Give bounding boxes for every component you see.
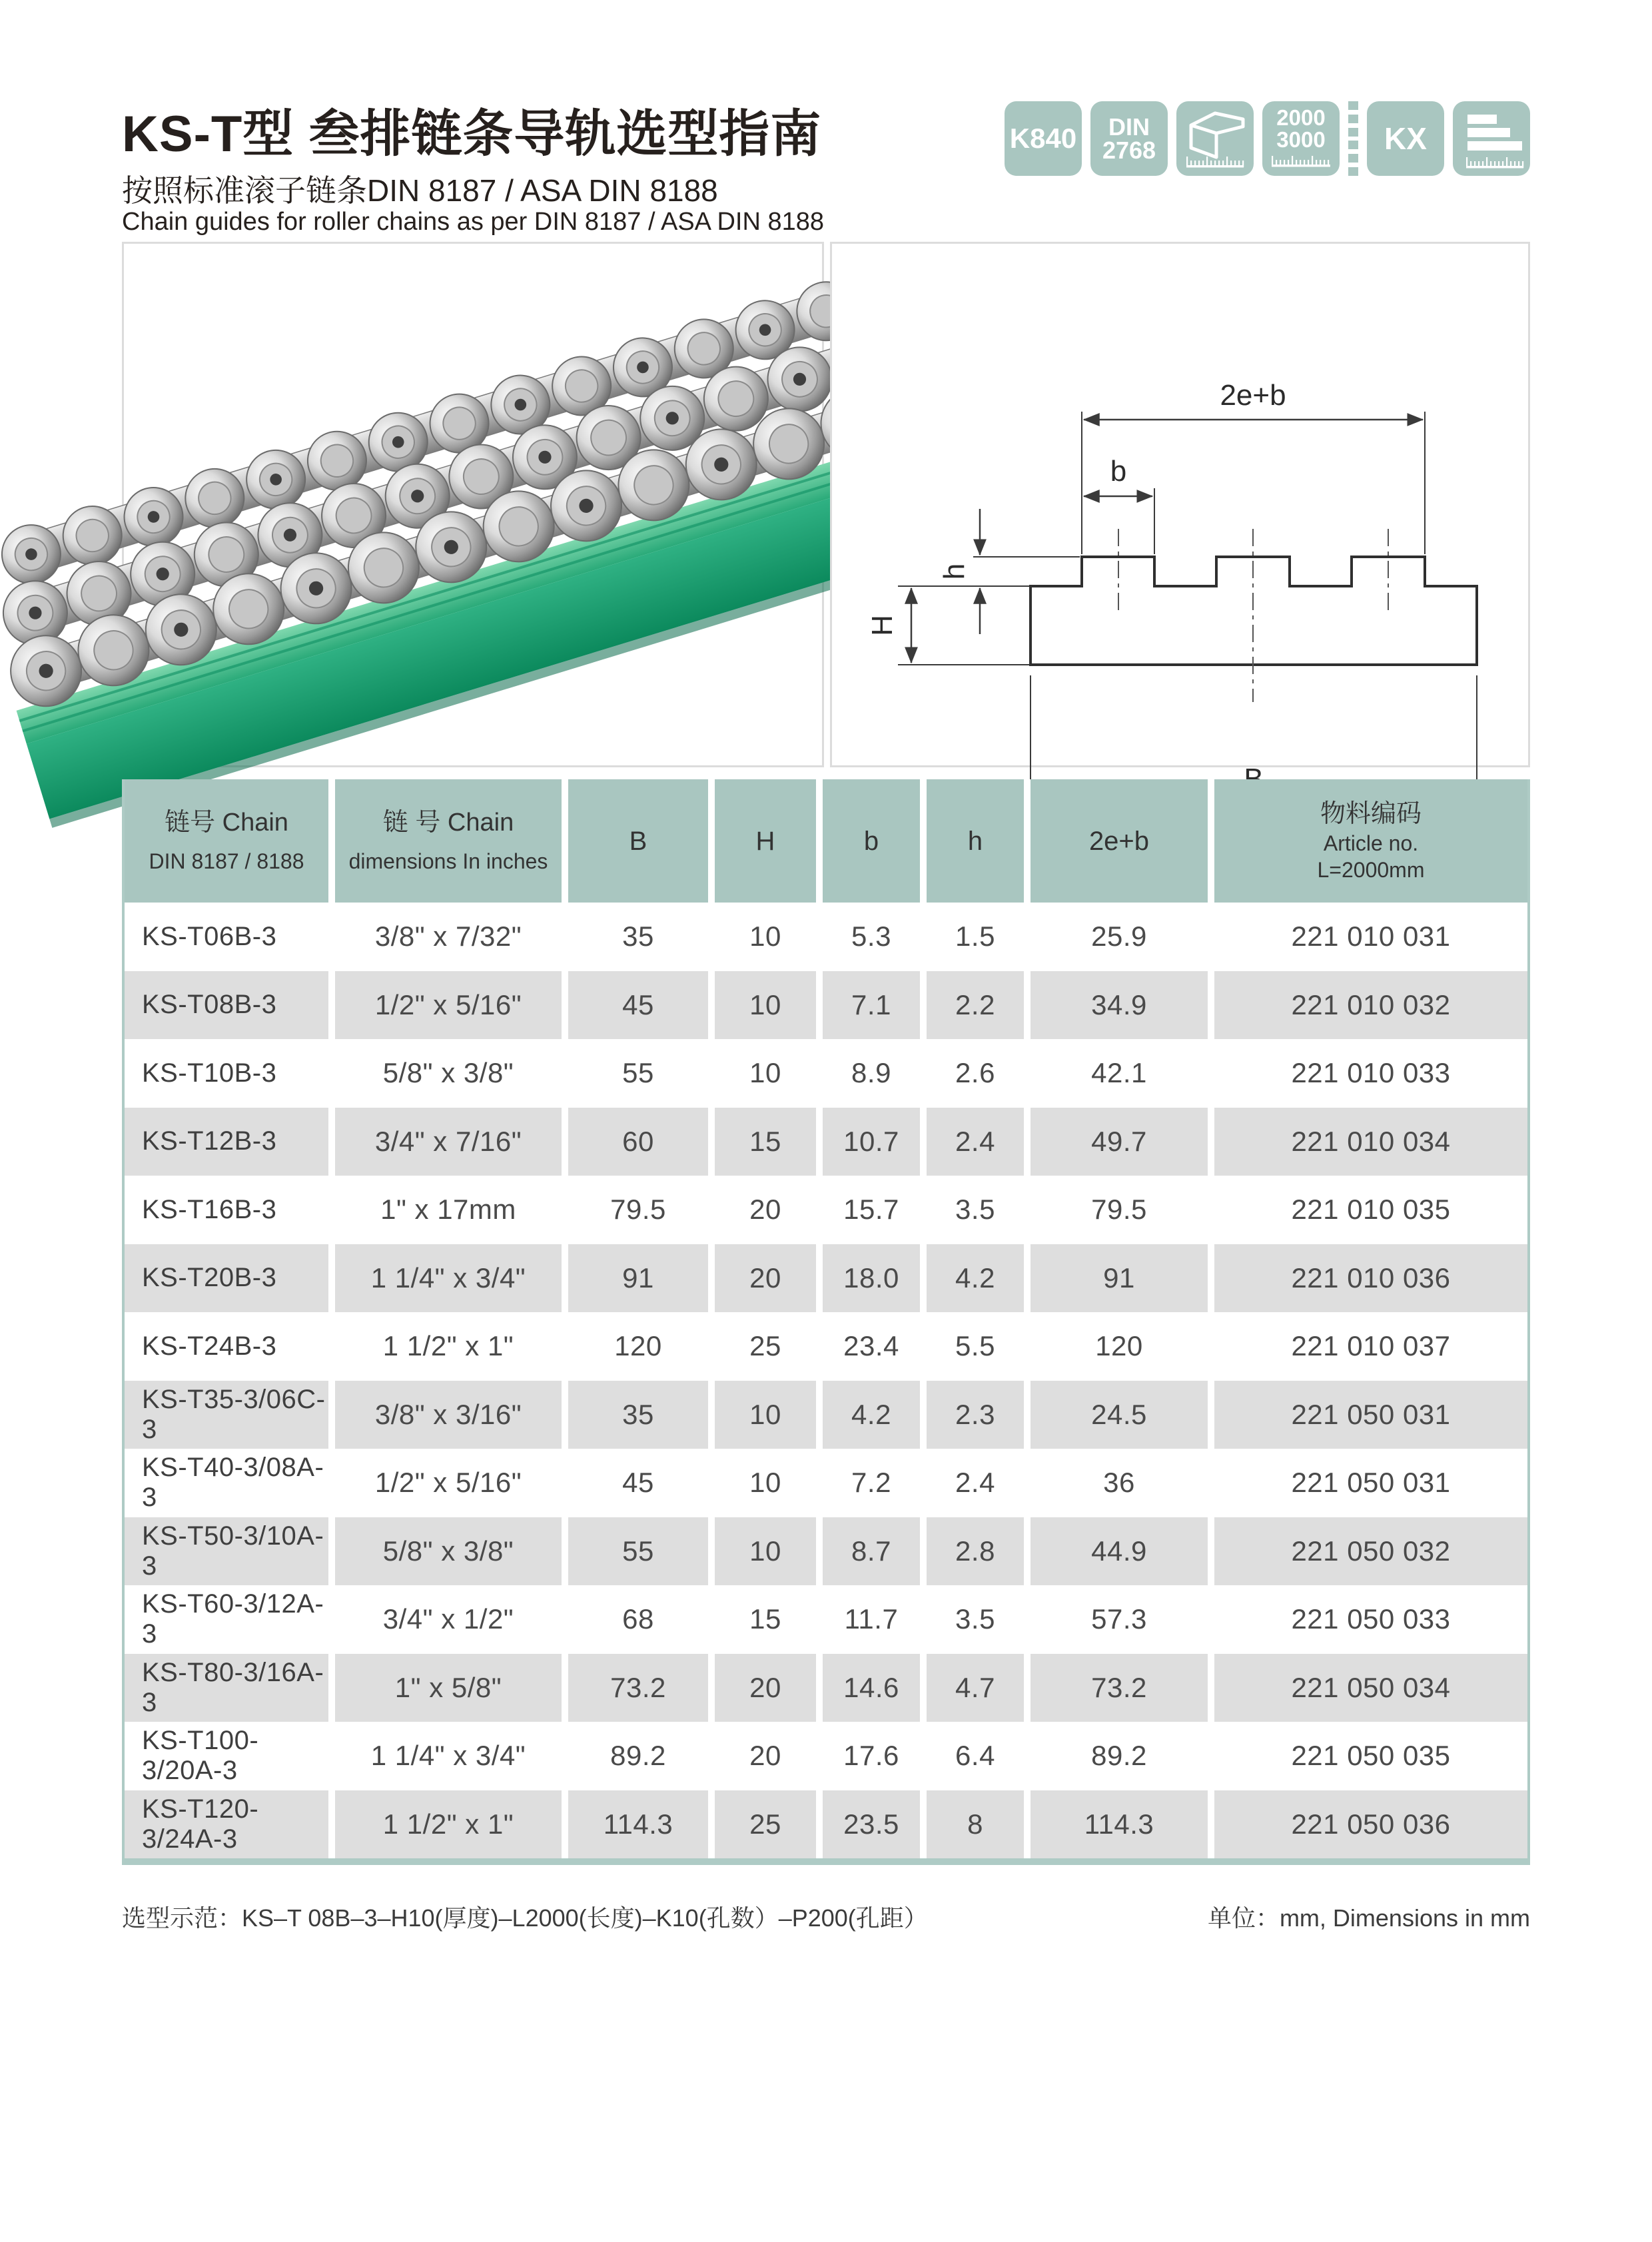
table-row (125, 1039, 1527, 1108)
col-header-h: h (927, 779, 1024, 903)
table-row (125, 1312, 1527, 1381)
value-cell: 1 1/4" x 3/4" (335, 1244, 562, 1313)
value-cell: 14.6 (823, 1654, 920, 1722)
value-cell: 2.4 (927, 1449, 1024, 1517)
chain-no-cell: KS-T80-3/16A-3 (125, 1654, 328, 1722)
value-cell: 120 (568, 1312, 708, 1381)
badge-stacked-bars (1453, 101, 1530, 176)
value-cell: 15.7 (823, 1176, 920, 1244)
value-cell: 42.1 (1031, 1039, 1208, 1108)
value-cell: 8.7 (823, 1517, 920, 1586)
value-cell: 1/2" x 5/16" (335, 971, 562, 1040)
value-cell: 49.7 (1031, 1108, 1208, 1176)
value-cell: 35 (568, 903, 708, 971)
table-row (125, 1517, 1527, 1586)
value-cell: 1" x 5/8" (335, 1654, 562, 1722)
badge-length-line2: 3000 (1276, 127, 1326, 152)
article-no-cell: 221 010 031 (1214, 903, 1527, 971)
article-no-cell: 221 010 033 (1214, 1039, 1527, 1108)
article-no-cell: 221 050 032 (1214, 1517, 1527, 1586)
value-cell: 73.2 (1031, 1654, 1208, 1722)
article-no-cell: 221 010 035 (1214, 1176, 1527, 1244)
value-cell: 17.6 (823, 1722, 920, 1790)
value-cell: 89.2 (568, 1722, 708, 1790)
ruler-icon (1268, 151, 1334, 171)
value-cell: 3/4" x 1/2" (335, 1585, 562, 1654)
article-no-cell: 221 050 035 (1214, 1722, 1527, 1790)
value-cell: 60 (568, 1108, 708, 1176)
badge-length-line1: 2000 (1276, 105, 1326, 130)
table-row (125, 1585, 1527, 1654)
badge-kx (1367, 101, 1444, 176)
page-title: KS-T型 叁排链条导轨选型指南 (122, 106, 822, 163)
value-cell: 18.0 (823, 1244, 920, 1313)
col-header-B: B (568, 779, 708, 903)
label-h: h (938, 563, 971, 580)
value-cell: 15 (715, 1108, 816, 1176)
value-cell: 73.2 (568, 1654, 708, 1722)
table-row (125, 1381, 1527, 1449)
value-cell: 8 (927, 1790, 1024, 1859)
value-cell: 2.3 (927, 1381, 1024, 1449)
value-cell: 68 (568, 1585, 708, 1654)
table-body (125, 903, 1527, 1858)
chain-no-cell: KS-T16B-3 (125, 1176, 328, 1244)
value-cell: 4.7 (927, 1654, 1024, 1722)
badge-k840 (1005, 101, 1082, 176)
value-cell: 2.8 (927, 1517, 1024, 1586)
value-cell: 10.7 (823, 1108, 920, 1176)
value-cell: 1" x 17mm (335, 1176, 562, 1244)
value-cell: 25 (715, 1790, 816, 1859)
value-cell: 35 (568, 1381, 708, 1449)
table-row (125, 903, 1527, 971)
chain-no-cell: KS-T50-3/10A-3 (125, 1517, 328, 1586)
value-cell: 1 1/2" x 1" (335, 1790, 562, 1859)
value-cell: 2.6 (927, 1039, 1024, 1108)
chain-no-cell: KS-T08B-3 (125, 971, 328, 1040)
table-row (125, 1176, 1527, 1244)
value-cell: 24.5 (1031, 1381, 1208, 1449)
col-header-chain-inches: 链 号 Chain dimensions In inches (335, 779, 562, 903)
value-cell: 3/4" x 7/16" (335, 1108, 562, 1176)
chain-no-cell: KS-T120-3/24A-3 (125, 1790, 328, 1859)
article-no-cell: 221 050 031 (1214, 1381, 1527, 1449)
badge-k840-label: K840 (1009, 123, 1077, 154)
value-cell: 7.1 (823, 971, 920, 1040)
value-cell: 25.9 (1031, 903, 1208, 971)
units-note: 单位：mm, Dimensions in mm (1207, 1904, 1530, 1932)
value-cell: 5.5 (927, 1312, 1024, 1381)
value-cell: 10 (715, 1381, 816, 1449)
technical-drawing-svg (832, 244, 1528, 765)
badge-profile-box (1176, 101, 1254, 176)
chain-no-cell: KS-T20B-3 (125, 1244, 328, 1313)
value-cell: 45 (568, 1449, 708, 1517)
value-cell: 79.5 (568, 1176, 708, 1244)
value-cell: 44.9 (1031, 1517, 1208, 1586)
value-cell: 10 (715, 1449, 816, 1517)
value-cell: 3.5 (927, 1176, 1024, 1244)
label-b: b (1110, 455, 1127, 488)
col-header-article: 物料编码 Article no. L=2000mm (1214, 779, 1527, 903)
chain-no-cell: KS-T60-3/12A-3 (125, 1585, 328, 1654)
value-cell: 3/8" x 3/16" (335, 1381, 562, 1449)
badge-length-2000-3000 (1262, 101, 1340, 176)
value-cell: 114.3 (1031, 1790, 1208, 1859)
col-header-2eb: 2e+b (1031, 779, 1208, 903)
badge-din-line1: DIN (1108, 113, 1150, 141)
value-cell: 55 (568, 1039, 708, 1108)
chain-no-cell: KS-T40-3/08A-3 (125, 1449, 328, 1517)
value-cell: 2.4 (927, 1108, 1024, 1176)
article-no-cell: 221 010 036 (1214, 1244, 1527, 1313)
selection-example: 选型示范：KS–T 08B–3–H10(厚度)–L2000(长度)–K10(孔数）–P200(孔距） (122, 1904, 928, 1932)
value-cell: 55 (568, 1517, 708, 1586)
value-cell: 120 (1031, 1312, 1208, 1381)
value-cell: 1 1/4" x 3/4" (335, 1722, 562, 1790)
value-cell: 20 (715, 1654, 816, 1722)
chain-no-cell: KS-T06B-3 (125, 903, 328, 971)
value-cell: 25 (715, 1312, 816, 1381)
profile-box-icon (1176, 101, 1254, 176)
article-no-cell: 221 050 033 (1214, 1585, 1527, 1654)
table-row (125, 1244, 1527, 1313)
value-cell: 5/8" x 3/8" (335, 1517, 562, 1586)
chain-no-cell: KS-T100-3/20A-3 (125, 1722, 328, 1790)
value-cell: 114.3 (568, 1790, 708, 1859)
value-cell: 20 (715, 1244, 816, 1313)
value-cell: 3.5 (927, 1585, 1024, 1654)
value-cell: 4.2 (823, 1381, 920, 1449)
value-cell: 23.4 (823, 1312, 920, 1381)
value-cell: 3/8" x 7/32" (335, 903, 562, 971)
value-cell: 1 1/2" x 1" (335, 1312, 562, 1381)
table-row (125, 1790, 1527, 1859)
value-cell: 36 (1031, 1449, 1208, 1517)
table-row (125, 1449, 1527, 1517)
value-cell: 20 (715, 1176, 816, 1244)
value-cell: 5.3 (823, 903, 920, 971)
article-no-cell: 221 010 034 (1214, 1108, 1527, 1176)
chain-no-cell: KS-T35-3/06C-3 (125, 1381, 328, 1449)
subtitle-chinese: 按照标准滚子链条DIN 8187 / ASA DIN 8188 (122, 173, 718, 208)
value-cell: 10 (715, 971, 816, 1040)
value-cell: 1/2" x 5/16" (335, 1449, 562, 1517)
value-cell: 7.2 (823, 1449, 920, 1517)
badge-din2768 (1090, 101, 1168, 176)
badge-din-line2: 2768 (1102, 137, 1156, 164)
badge-strip (1005, 101, 1530, 176)
article-no-cell: 221 050 034 (1214, 1654, 1527, 1722)
value-cell: 23.5 (823, 1790, 920, 1859)
value-cell: 1.5 (927, 903, 1024, 971)
value-cell: 6.4 (927, 1722, 1024, 1790)
value-cell: 5/8" x 3/8" (335, 1039, 562, 1108)
value-cell: 89.2 (1031, 1722, 1208, 1790)
value-cell: 8.9 (823, 1039, 920, 1108)
stacked-bars-icon (1453, 101, 1530, 176)
product-photo (122, 242, 824, 767)
value-cell: 10 (715, 1039, 816, 1108)
value-cell: 15 (715, 1585, 816, 1654)
chain-photo-illustration (124, 244, 822, 765)
table-row (125, 1722, 1527, 1790)
dash-separator (1348, 101, 1358, 176)
table-row (125, 1654, 1527, 1722)
article-no-cell: 221 050 036 (1214, 1790, 1527, 1859)
technical-drawing (830, 242, 1530, 767)
value-cell: 91 (1031, 1244, 1208, 1313)
value-cell: 45 (568, 971, 708, 1040)
table-header-row (125, 779, 1527, 903)
table-row (125, 1108, 1527, 1176)
subtitle-english: Chain guides for roller chains as per DIN 8187 / ASA DIN 8188 (122, 208, 825, 236)
label-H: H (866, 615, 899, 636)
value-cell: 2.2 (927, 971, 1024, 1040)
selection-table (122, 779, 1530, 1865)
value-cell: 79.5 (1031, 1176, 1208, 1244)
chain-no-cell: KS-T12B-3 (125, 1108, 328, 1176)
col-header-b: b (823, 779, 920, 903)
value-cell: 34.9 (1031, 971, 1208, 1040)
chain-no-cell: KS-T10B-3 (125, 1039, 328, 1108)
col-header-chain-din: 链号 Chain DIN 8187 / 8188 (125, 779, 328, 903)
label-2e+b: 2e+b (1220, 379, 1286, 412)
table-row (125, 971, 1527, 1040)
value-cell: 91 (568, 1244, 708, 1313)
col-header-H: H (715, 779, 816, 903)
badge-kx-label: KX (1384, 121, 1427, 156)
article-no-cell: 221 010 032 (1214, 971, 1527, 1040)
value-cell: 20 (715, 1722, 816, 1790)
chain-no-cell: KS-T24B-3 (125, 1312, 328, 1381)
value-cell: 10 (715, 903, 816, 971)
value-cell: 10 (715, 1517, 816, 1586)
article-no-cell: 221 010 037 (1214, 1312, 1527, 1381)
value-cell: 11.7 (823, 1585, 920, 1654)
value-cell: 4.2 (927, 1244, 1024, 1313)
value-cell: 57.3 (1031, 1585, 1208, 1654)
article-no-cell: 221 050 031 (1214, 1449, 1527, 1517)
